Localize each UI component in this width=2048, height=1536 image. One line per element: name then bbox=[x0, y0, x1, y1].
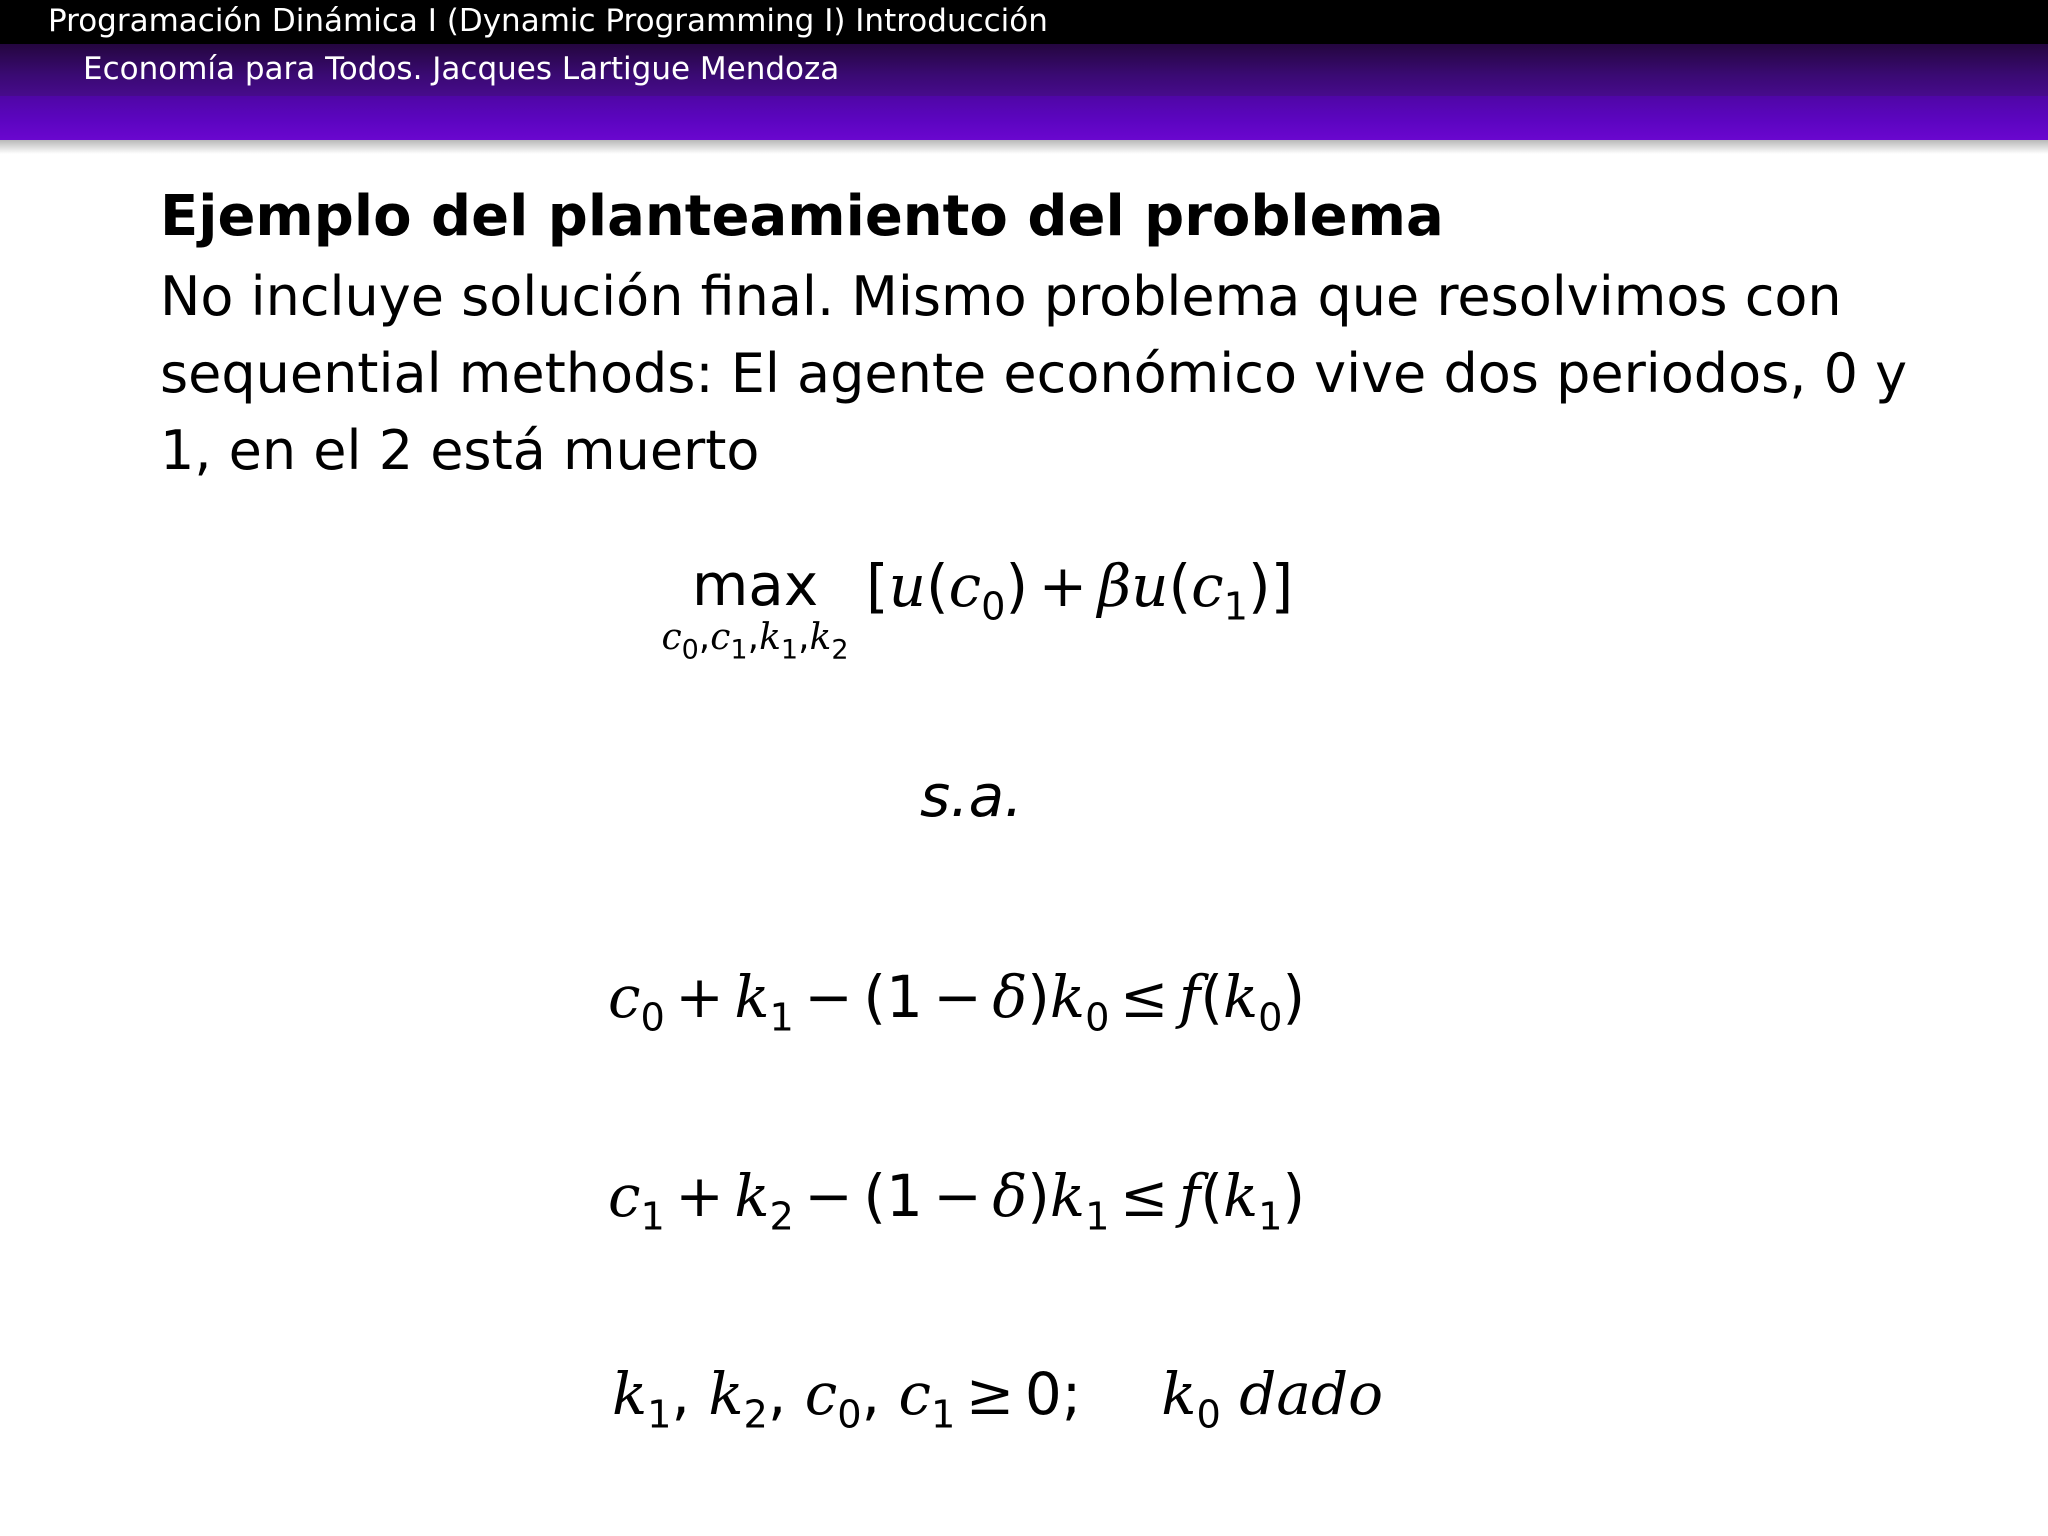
max-operator bbox=[645, 552, 865, 670]
presentation-subtitle: Economía para Todos. Jacques Lartigue Mendoza bbox=[83, 51, 840, 87]
frame-title: Ejemplo del planteamiento del problema bbox=[160, 184, 1444, 249]
header-shadow bbox=[0, 140, 2048, 154]
constraint-period-1: $c_1 + k_2 - (1 - \delta)k_1 \le f(k_1)$ bbox=[608, 1162, 1306, 1240]
slide-header bbox=[0, 0, 2048, 150]
max-subscript bbox=[645, 618, 865, 670]
max-word: max bbox=[691, 551, 819, 619]
constraint-period-0: $c_0 + k_1 - (1 - \delta)k_0 \le f(k_0)$ bbox=[608, 963, 1306, 1041]
given-word: dado bbox=[1239, 1360, 1383, 1428]
intro-paragraph: No incluye solución final. Mismo problema que resolvimos con sequential methods: El agente económico vive dos periodos, 0 y 1, en el 2 está muerto bbox=[160, 265, 1908, 482]
max-sub-label: $c_0,c_1,k_1,k_2$ bbox=[661, 617, 849, 666]
header-accent-bar bbox=[0, 96, 2048, 140]
non-negativity-constraint: $k_1$, $k_2$, $c_0$, $c_1 \ge 0$; $k_0$ dado bbox=[612, 1360, 1383, 1438]
objective-function: $[u(c_0) + \beta u(c_1)]$ bbox=[866, 552, 1294, 630]
presentation-title: Programación Dinámica I (Dynamic Programming I) Introducción bbox=[48, 3, 1048, 39]
subject-to-label: s.a. bbox=[920, 762, 1023, 830]
